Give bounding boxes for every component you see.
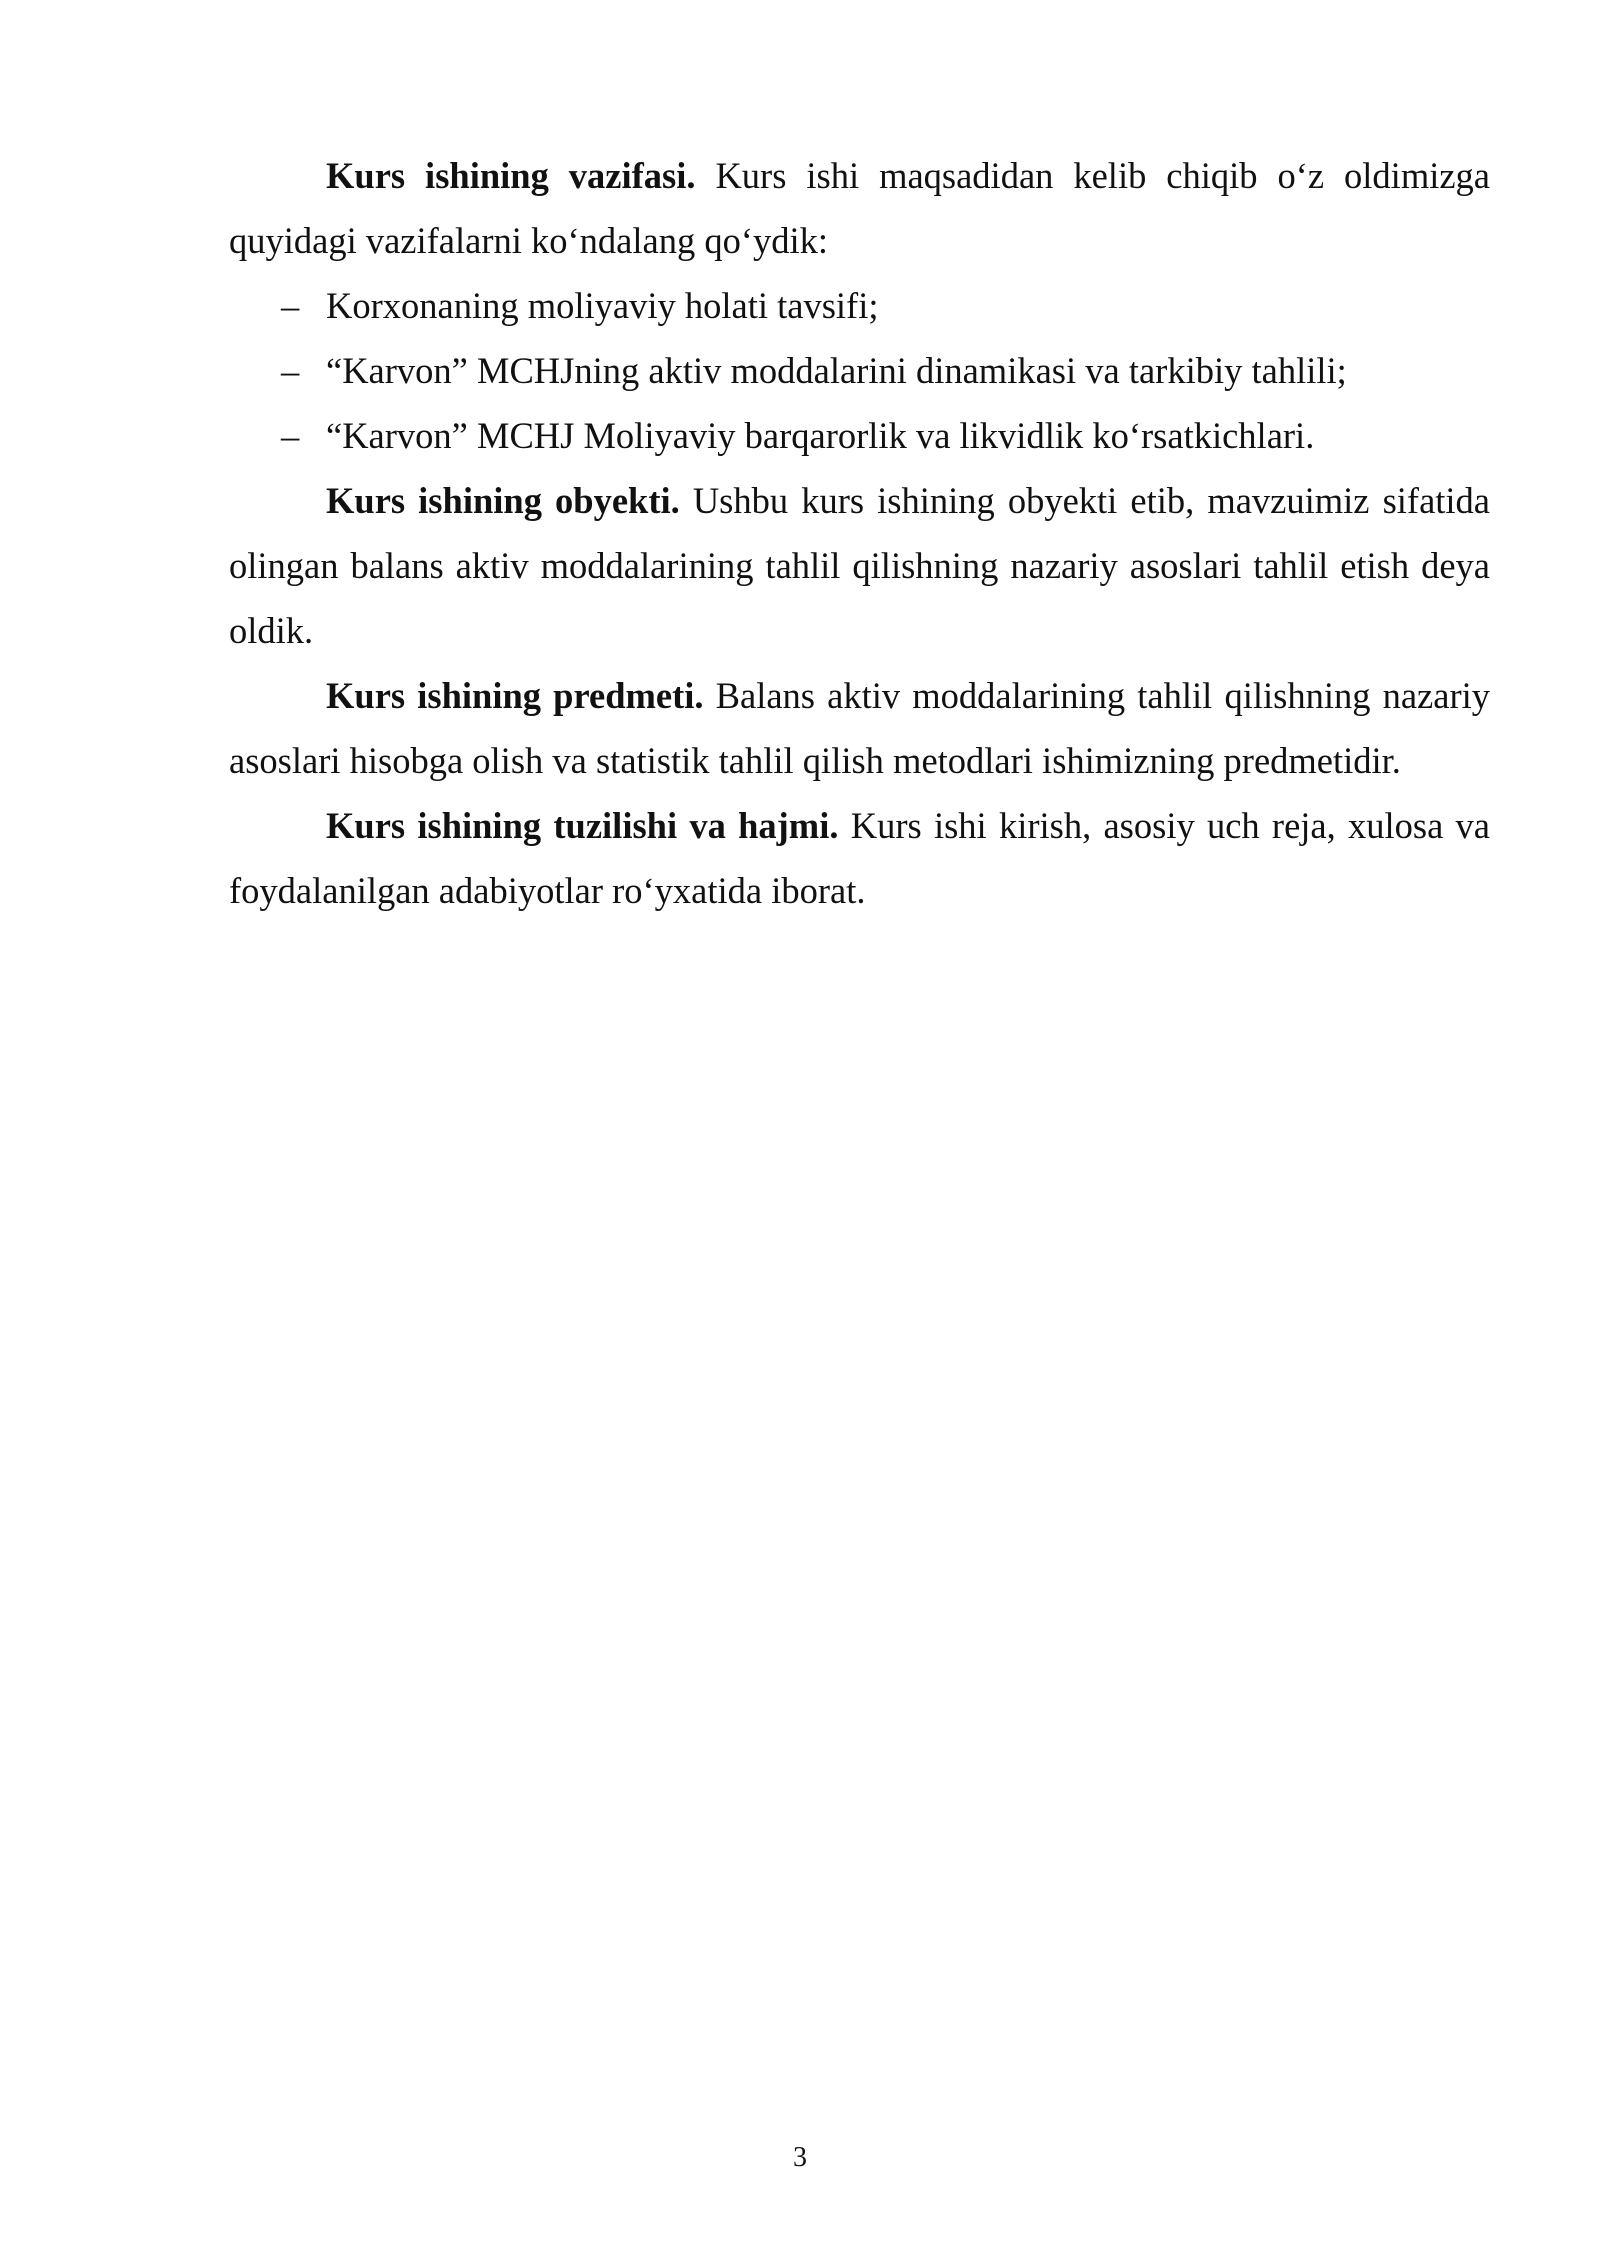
text-obyekti: Ushbu kurs ishining obyekti etib, mavzuimiz sifatida olingan balans aktiv moddalarining tahlil qilishning nazariy asoslari tahlil etish deya oldik. bbox=[229, 480, 1490, 651]
dash-marker: – bbox=[281, 285, 300, 326]
page-body bbox=[229, 143, 1490, 923]
paragraph-predmeti bbox=[229, 663, 1490, 793]
heading-predmeti: Kurs ishining predmeti. bbox=[326, 675, 704, 716]
page-number: 3 bbox=[793, 2142, 807, 2173]
heading-vazifasi: Kurs ishining vazifasi. bbox=[326, 155, 696, 196]
paragraph-tuzilishi bbox=[229, 793, 1490, 923]
paragraph-obyekti bbox=[229, 468, 1490, 663]
paragraph-vazifasi bbox=[229, 143, 1490, 273]
text-tuzilishi: Kurs ishi kirish, asosiy uch reja, xulosa va foydalanilgan adabiyotlar ro‘yxatida iborat. bbox=[229, 805, 1490, 911]
list-item-text: “Karvon” MCHJ Moliyaviy barqarorlik va likvidlik ko‘rsatkichlari. bbox=[326, 415, 1315, 456]
list-item bbox=[229, 338, 1490, 403]
list-item-text: “Karvon” MCHJning aktiv moddalarini dinamikasi va tarkibiy tahlili; bbox=[326, 350, 1347, 391]
text-vazifasi: Kurs ishi maqsadidan kelib chiqib o‘z oldimizga quyidagi vazifalarni ko‘ndalang qo‘ydik: bbox=[229, 155, 1490, 261]
heading-obyekti: Kurs ishining obyekti. bbox=[326, 480, 680, 521]
list-item bbox=[229, 403, 1490, 468]
dash-marker: – bbox=[281, 415, 300, 456]
task-list bbox=[229, 273, 1490, 468]
list-item bbox=[229, 273, 1490, 338]
heading-tuzilishi: Kurs ishining tuzilishi va hajmi. bbox=[326, 805, 839, 846]
dash-marker: – bbox=[281, 350, 300, 391]
text-predmeti: Balans aktiv moddalarining tahlil qilishning nazariy asoslari hisobga olish va statistik tahlil qilish metodlari ishimizning predmetidir. bbox=[229, 675, 1490, 781]
list-item-text: Korxonaning moliyaviy holati tavsifi; bbox=[326, 285, 879, 326]
